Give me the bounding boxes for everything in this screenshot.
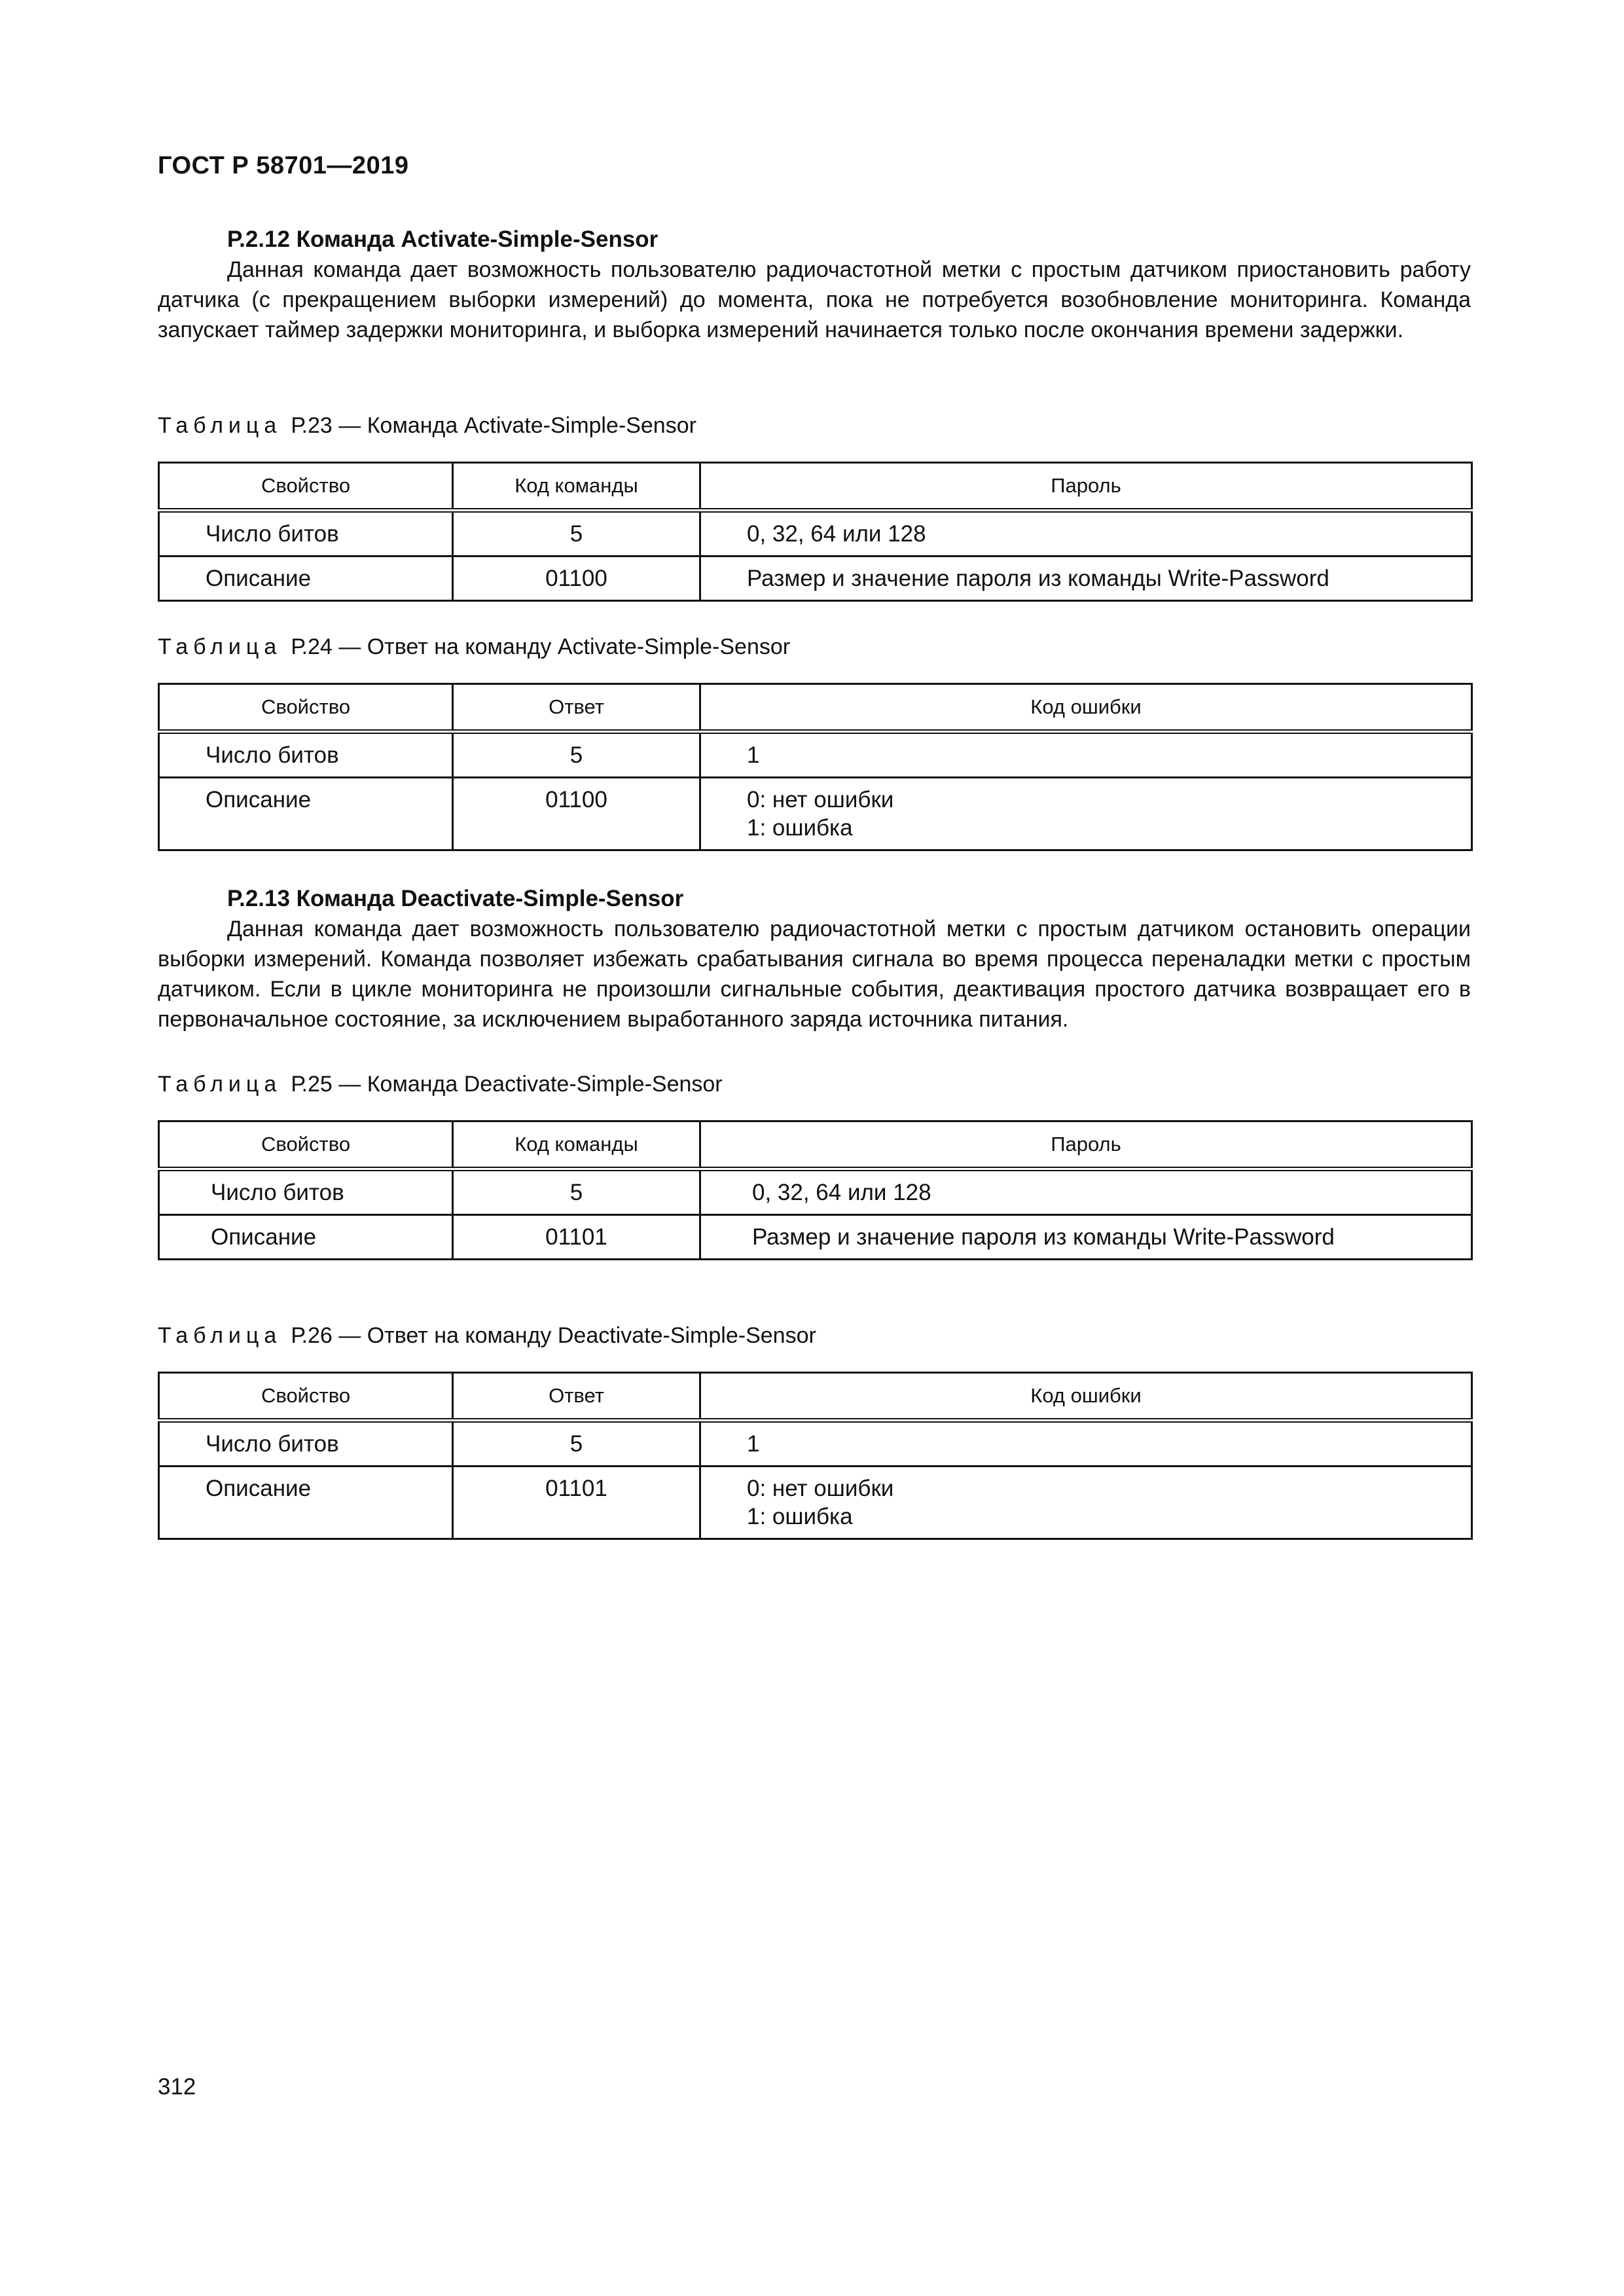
table-cell: 01101 bbox=[453, 1215, 700, 1260]
table-caption-text: Р.26 — Ответ на команду Deactivate-Simple-Sensor bbox=[291, 1323, 816, 1348]
table-cell: 0, 32, 64 или 128 bbox=[700, 1169, 1472, 1215]
header-cell: Код ошибки bbox=[700, 1373, 1472, 1421]
header-cell: Свойство bbox=[159, 1121, 453, 1169]
table-p23 bbox=[158, 462, 1473, 602]
table-cell-multiline bbox=[700, 1467, 1472, 1539]
table-cell: 01100 bbox=[453, 556, 700, 601]
table-row bbox=[159, 1467, 1472, 1539]
table-cell: 5 bbox=[453, 1169, 700, 1215]
table-cell: Описание bbox=[159, 556, 453, 601]
header-cell: Ответ bbox=[453, 684, 700, 732]
header-cell: Код ошибки bbox=[700, 684, 1472, 732]
section-p-2-13 bbox=[158, 884, 1471, 1034]
table-caption-prefix: Таблица bbox=[158, 634, 282, 659]
table-cell: Число битов bbox=[159, 511, 453, 556]
header-cell: Свойство bbox=[159, 684, 453, 732]
table-cell: 5 bbox=[453, 511, 700, 556]
header-cell: Свойство bbox=[159, 1373, 453, 1421]
table-cell: Размер и значение пароля из команды Write-Password bbox=[700, 1215, 1472, 1260]
table-caption-p26 bbox=[158, 1321, 816, 1351]
header-cell: Код команды bbox=[453, 1121, 700, 1169]
section-body: Данная команда дает возможность пользователю радиочастотной метки с простым датчиком приостановить работу датчика (с прекращением выборки измерений) до момента, пока не потребуется возобновление мониторинга. Команда запускает таймер задержки мониторинга, и выборка измерений начинается только после окончания времени задержки. bbox=[158, 257, 1471, 342]
table-caption-p24 bbox=[158, 632, 790, 662]
header-cell: Пароль bbox=[700, 1121, 1472, 1169]
table-caption-prefix: Таблица bbox=[158, 1072, 282, 1097]
cell-line: 0: нет ошибки bbox=[747, 787, 894, 812]
table-caption-text: Р.23 — Команда Activate-Simple-Sensor bbox=[291, 413, 696, 438]
table-cell: 01101 bbox=[453, 1467, 700, 1539]
table-p26 bbox=[158, 1372, 1473, 1540]
document-header: ГОСТ Р 58701—2019 bbox=[158, 152, 409, 179]
table-header-row bbox=[159, 1373, 1472, 1421]
table-cell: Описание bbox=[159, 1215, 453, 1260]
table-cell: 1 bbox=[700, 1421, 1472, 1467]
table-header-row bbox=[159, 684, 1472, 732]
table-cell: Описание bbox=[159, 778, 453, 850]
table-cell: 1 bbox=[700, 732, 1472, 778]
cell-line: 0: нет ошибки bbox=[747, 1476, 894, 1501]
table-cell: 0, 32, 64 или 128 bbox=[700, 511, 1472, 556]
table-row bbox=[159, 1421, 1472, 1467]
table-header-row bbox=[159, 463, 1472, 511]
table-caption-prefix: Таблица bbox=[158, 413, 282, 438]
table-header-row bbox=[159, 1121, 1472, 1169]
table-cell: 5 bbox=[453, 732, 700, 778]
section-p-2-12 bbox=[158, 225, 1471, 345]
section-title: Р.2.13 Команда Deactivate-Simple-Sensor bbox=[227, 886, 684, 911]
table-cell: 5 bbox=[453, 1421, 700, 1467]
cell-line: 1: ошибка bbox=[747, 815, 853, 841]
table-cell: Число битов bbox=[159, 732, 453, 778]
header-cell: Ответ bbox=[453, 1373, 700, 1421]
table-row bbox=[159, 778, 1472, 850]
table-caption-p23 bbox=[158, 410, 696, 441]
table-cell: Число битов bbox=[159, 1421, 453, 1467]
table-row bbox=[159, 556, 1472, 601]
table-row bbox=[159, 1169, 1472, 1215]
header-cell: Пароль bbox=[700, 463, 1472, 511]
header-cell: Код команды bbox=[453, 463, 700, 511]
cell-line: 1: ошибка bbox=[747, 1504, 853, 1529]
header-cell: Свойство bbox=[159, 463, 453, 511]
table-row bbox=[159, 1215, 1472, 1260]
table-caption-text: Р.24 — Ответ на команду Activate-Simple-Sensor bbox=[291, 634, 791, 659]
section-body: Данная команда дает возможность пользователю радиочастотной метки с простым датчиком остановить операции выборки измерений. Команда позволяет избежать срабатывания сигнала во время процесса переналадки метки с простым датчиком. Если в цикле мониторинга не произошли сигнальные события, деактивация простого датчика возвращает его в первоначальное состояние, за исключением выработанного заряда источника питания. bbox=[158, 917, 1471, 1032]
table-caption-prefix: Таблица bbox=[158, 1323, 282, 1348]
table-p24 bbox=[158, 683, 1473, 851]
table-row bbox=[159, 511, 1472, 556]
table-cell: Описание bbox=[159, 1467, 453, 1539]
page-number: 312 bbox=[158, 2074, 196, 2100]
table-caption-p25 bbox=[158, 1069, 723, 1099]
table-cell-multiline bbox=[700, 778, 1472, 850]
table-row bbox=[159, 732, 1472, 778]
table-caption-text: Р.25 — Команда Deactivate-Simple-Sensor bbox=[291, 1072, 723, 1097]
table-p25 bbox=[158, 1120, 1473, 1260]
table-cell: Число битов bbox=[159, 1169, 453, 1215]
section-title: Р.2.12 Команда Activate-Simple-Sensor bbox=[227, 227, 659, 252]
table-cell: 01100 bbox=[453, 778, 700, 850]
table-cell: Размер и значение пароля из команды Write-Password bbox=[700, 556, 1472, 601]
